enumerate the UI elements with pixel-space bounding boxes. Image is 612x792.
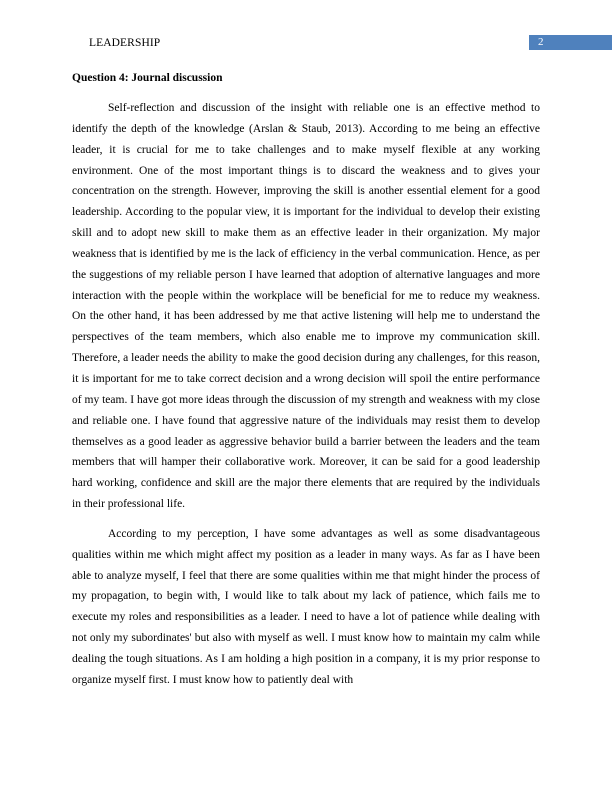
section-heading: Question 4: Journal discussion — [72, 72, 223, 84]
running-head: LEADERSHIP — [89, 37, 161, 49]
paragraph-1: Self-reflection and discussion of the insight with reliable one is an effective method to identify the depth of the knowledge (Arslan & Staub, 2013). According to me being an effective leader, it is crucial for me to take challenges and to make myself flexible at any working environment. One of the most important things is to discard the weakness and to gives your concentration on the strength. However, improving the skill is another essential element for a good leadership. According to the popular view, it is important for the individual to develop their existing skill and to adopt new skill to make them as an effective leader in their organization. My major weakness that is identified by me is the lack of efficiency in the verbal communication. Hence, as per the suggestions of my reliable person I have learned that adoption of alternative languages and more interaction with the people within the workplace will be beneficial for me to reduce my weakness. On the other hand, it has been addressed by me that active listening will help me to understand the perspectives of the team members, which also enable me to improve my communication skill. Therefore, a leader needs the ability to make the good decision during any challenges, for this reason, it is important for me to take correct decision and a wrong decision will spoil the entire performance of my team. I have got more ideas through the discussion of my strength and weakness with my close and reliable one. I have found that aggressive nature of the individuals may resist them to develop themselves as a good leader as aggressive behavior build a barrier between the leaders and the team members that will hamper their collaborative work. Moreover, it can be said for a good leadership hard working, confidence and skill are the major there elements that are required by the individuals in their professional life. — [72, 102, 540, 511]
page-number-badge — [529, 35, 612, 50]
paragraph-2: According to my perception, I have some advantages as well as some disadvantageous qualities within me which might affect my position as a leader in many ways. As far as I have been able to analyze myself, I feel that there are some qualities within me that might hinder the process of my propagation, to begin with, I would like to talk about my lack of patience, which fails me to execute my roles and responsibilities as a leader. I need to have a lot of patience while dealing with not only my subordinates' but also with myself as well. I must know how to maintain my calm while dealing the tough situations. As I am holding a high position in a company, it is my prior response to organize myself first. I must know how to patiently deal with — [72, 527, 540, 686]
body-text — [72, 98, 540, 700]
page-number: 2 — [538, 36, 544, 48]
